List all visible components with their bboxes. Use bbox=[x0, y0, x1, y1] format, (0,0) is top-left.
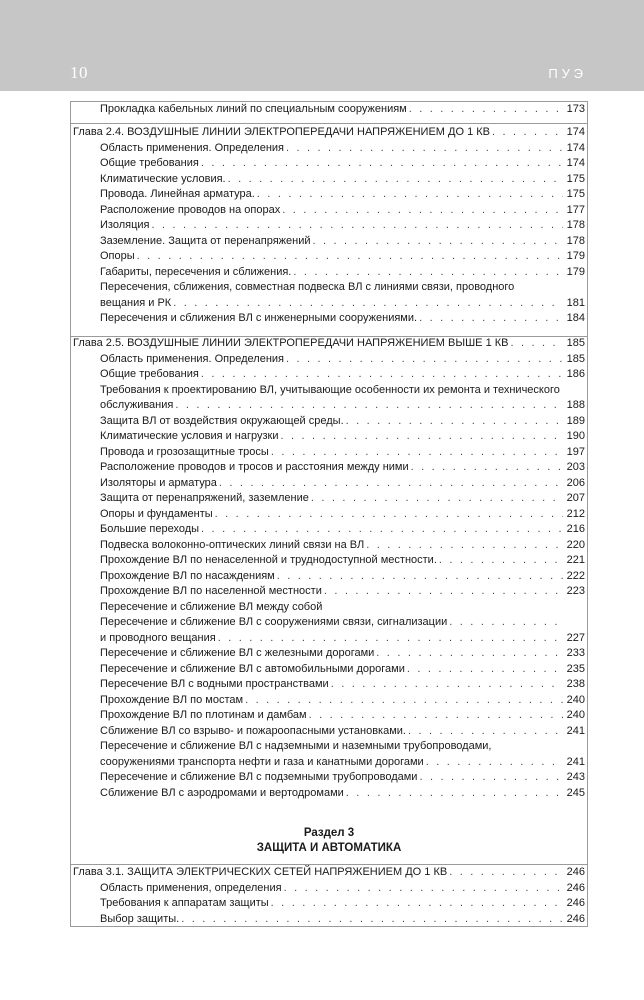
toc-entry[interactable] bbox=[73, 770, 585, 786]
toc-entry-title: Глава 2.4. ВОЗДУШНЫЕ ЛИНИИ ЭЛЕКТРОПЕРЕДАЧИ НАПРЯЖЕНИЕМ ДО 1 КВ bbox=[73, 126, 490, 138]
toc-entry[interactable] bbox=[73, 460, 585, 476]
toc-entry-page: 246 bbox=[566, 912, 585, 925]
toc-entry-title: Сближение ВЛ со взрыво- и пожароопасными установками. bbox=[100, 724, 406, 737]
toc-entry-title: Большие переходы bbox=[100, 523, 200, 535]
toc-entry-title: Изоляция bbox=[100, 219, 150, 231]
leader-dots bbox=[137, 249, 563, 265]
toc-entry-title: Общие требования bbox=[100, 157, 199, 169]
toc-entry-page: 188 bbox=[566, 399, 585, 411]
leader-dots bbox=[331, 677, 563, 693]
leader-dots bbox=[449, 615, 563, 631]
leader-dots bbox=[228, 172, 563, 188]
toc-entry-page: 190 bbox=[566, 430, 585, 442]
toc-entry-title: Область применения, определения bbox=[100, 881, 282, 894]
toc-entry-page: 185 bbox=[566, 337, 585, 349]
toc-entry-page: 246 bbox=[566, 866, 585, 878]
leader-dots bbox=[411, 460, 563, 476]
toc-entry-title: Область применения. Определения bbox=[100, 141, 284, 154]
toc-entry[interactable] bbox=[73, 218, 585, 234]
toc-entry[interactable] bbox=[73, 156, 585, 172]
leader-dots bbox=[215, 507, 563, 523]
leader-dots bbox=[281, 429, 563, 445]
toc-entry-title: Область применения. Определения bbox=[100, 352, 284, 365]
toc-group-chapter-3-1 bbox=[73, 865, 585, 927]
toc-entry[interactable] bbox=[73, 786, 585, 802]
toc-entry-page: 175 bbox=[566, 172, 585, 185]
toc-entry[interactable] bbox=[73, 491, 585, 507]
toc-entry-page: 197 bbox=[566, 445, 585, 458]
toc-entry-title: Прокладка кабельных линий по специальным сооружениям bbox=[100, 103, 407, 115]
leader-dots bbox=[419, 770, 563, 786]
toc-entry-title: Климатические условия и нагрузки bbox=[100, 430, 279, 442]
toc-entry-title: обслуживания bbox=[100, 399, 174, 411]
toc-entry-title: Климатические условия. bbox=[100, 172, 226, 185]
toc-entry-page: 220 bbox=[566, 538, 585, 551]
toc-entry[interactable] bbox=[73, 102, 585, 118]
toc-entry-page: 207 bbox=[566, 492, 585, 504]
toc-entry-first-line[interactable] bbox=[73, 383, 585, 399]
leader-dots bbox=[346, 786, 563, 802]
toc-entry[interactable] bbox=[73, 569, 585, 585]
leader-dots bbox=[510, 336, 563, 352]
toc-entry-page: 227 bbox=[566, 631, 585, 644]
leader-dots bbox=[324, 584, 563, 600]
leader-dots bbox=[201, 367, 563, 383]
toc-entry-title: Провода. Линейная арматура. bbox=[100, 188, 255, 200]
toc-entry-title: Подвеска волоконно-оптических линий связи на ВЛ bbox=[100, 538, 365, 551]
toc-entry-title: Пересечение и сближение ВЛ с сооружениями связи, сигнализации bbox=[100, 616, 448, 628]
leader-dots bbox=[181, 912, 563, 928]
toc-entry-title: Сближение ВЛ с аэродромами и вертодромами bbox=[100, 786, 344, 799]
leader-dots bbox=[409, 102, 563, 118]
toc-entry-title: Общие требования bbox=[100, 368, 199, 380]
toc-entry[interactable] bbox=[73, 662, 585, 678]
toc-entry-page: 173 bbox=[566, 103, 585, 115]
toc-entry-page: 186 bbox=[566, 368, 585, 380]
toc-entry-page: 216 bbox=[566, 523, 585, 535]
toc-entry-title: Расположение проводов на опорах bbox=[100, 203, 281, 216]
toc-entry-page: 221 bbox=[566, 554, 585, 566]
toc-entry-page: 203 bbox=[566, 461, 585, 473]
leader-dots bbox=[245, 693, 563, 709]
toc-entry[interactable] bbox=[73, 367, 585, 383]
leader-dots bbox=[449, 865, 563, 881]
toc-entry-page: 184 bbox=[566, 312, 585, 324]
leader-dots bbox=[284, 881, 563, 897]
toc-entry-title: Защита ВЛ от воздействия окружающей среды. bbox=[100, 414, 344, 427]
toc-entry-page: 245 bbox=[566, 786, 585, 799]
toc-entry-title: Прохождение ВЛ по населенной местности bbox=[100, 585, 322, 597]
toc-chapter-heading[interactable] bbox=[73, 865, 585, 881]
toc-entry-title: Заземление. Защита от перенапряжений bbox=[100, 234, 311, 247]
toc-entry-page: 178 bbox=[566, 234, 585, 247]
toc-entry-page: 233 bbox=[566, 647, 585, 659]
toc-entry-page: 241 bbox=[566, 724, 585, 737]
toc-entry-title: Защита от перенапряжений, заземление bbox=[100, 492, 309, 504]
page-header bbox=[0, 0, 644, 91]
toc-entry[interactable] bbox=[73, 249, 585, 265]
toc-entry-title: Провода и грозозащитные тросы bbox=[100, 445, 269, 458]
toc-entry-title: Габариты, пересечения и сближения. bbox=[100, 265, 292, 278]
toc-entry-title: Прохождение ВЛ по насаждениям bbox=[100, 569, 275, 582]
toc-entry[interactable] bbox=[73, 429, 585, 445]
toc-entry-page: 222 bbox=[566, 569, 585, 582]
toc-entry-page: 212 bbox=[566, 507, 585, 520]
toc-entry[interactable] bbox=[73, 896, 585, 912]
toc-entry[interactable] bbox=[73, 677, 585, 693]
toc-entry-title: Требования к аппаратам защиты bbox=[100, 897, 269, 909]
toc-entry-first-line[interactable] bbox=[73, 280, 585, 296]
leader-dots bbox=[426, 755, 563, 771]
leader-dots bbox=[346, 414, 563, 430]
toc-entry[interactable] bbox=[73, 507, 585, 523]
toc-entry[interactable] bbox=[73, 693, 585, 709]
leader-dots bbox=[271, 445, 563, 461]
toc-entry-page: 179 bbox=[566, 250, 585, 262]
toc-entry[interactable] bbox=[73, 631, 585, 647]
leader-dots bbox=[201, 156, 563, 172]
leader-dots bbox=[293, 265, 563, 281]
leader-dots bbox=[407, 662, 563, 678]
toc-entry-first-line[interactable] bbox=[73, 739, 585, 755]
toc-entry-title: Пересечения, сближения, совместная подвеска ВЛ с линиями связи, проводного bbox=[100, 281, 515, 293]
toc-entry[interactable] bbox=[73, 311, 585, 327]
toc-entry[interactable] bbox=[73, 538, 585, 554]
leader-dots bbox=[175, 398, 563, 414]
toc-entry[interactable] bbox=[73, 584, 585, 600]
leader-dots bbox=[151, 218, 563, 234]
toc-entry-title: Опоры и фундаменты bbox=[100, 507, 213, 520]
toc-entry-title: Пересечение и сближение ВЛ с автомобильными дорогами bbox=[100, 662, 405, 675]
toc-entry[interactable] bbox=[73, 265, 585, 281]
toc-entry-page: 179 bbox=[566, 265, 585, 278]
leader-dots bbox=[219, 476, 563, 492]
toc-entry-page: 174 bbox=[566, 141, 585, 154]
leader-dots bbox=[408, 724, 563, 740]
toc-entry[interactable] bbox=[73, 172, 585, 188]
toc-entry-page: 206 bbox=[566, 476, 585, 489]
toc-entry[interactable] bbox=[73, 352, 585, 368]
toc-entry[interactable] bbox=[73, 646, 585, 662]
toc-entry-title: Глава 3.1. ЗАЩИТА ЭЛЕКТРИЧЕСКИХ СЕТЕЙ НАПРЯЖЕНИЕМ ДО 1 КВ bbox=[73, 866, 448, 878]
leader-dots bbox=[257, 187, 563, 203]
toc-entry-first-line[interactable] bbox=[73, 600, 585, 616]
toc-entry-page: 246 bbox=[566, 881, 585, 894]
toc-entry-title: Пересечение и сближение ВЛ между собой bbox=[100, 600, 323, 613]
toc-entry-title: вещания и РК bbox=[100, 296, 172, 309]
toc-entry[interactable] bbox=[73, 203, 585, 219]
toc-entry-page: 189 bbox=[566, 414, 585, 427]
toc-entry[interactable] bbox=[73, 708, 585, 724]
toc-entry[interactable] bbox=[73, 141, 585, 157]
leader-dots bbox=[376, 646, 563, 662]
section-number: Раздел 3 bbox=[303, 827, 355, 839]
toc-entry-page: 178 bbox=[566, 219, 585, 231]
leader-dots bbox=[309, 708, 563, 724]
toc-entry-title: Пересечение и сближение ВЛ с железными дорогами bbox=[100, 647, 375, 659]
toc-entry-title: Опоры bbox=[100, 250, 135, 262]
toc-entry-page: 175 bbox=[566, 188, 585, 200]
leader-dots bbox=[366, 538, 563, 554]
section-heading bbox=[73, 820, 585, 861]
leader-dots bbox=[439, 553, 563, 569]
toc-entry-page: 223 bbox=[566, 585, 585, 597]
toc-entry-title: Выбор защиты. bbox=[100, 912, 180, 925]
toc-entry[interactable] bbox=[73, 553, 585, 569]
toc-entry-title: Прохождение ВЛ по ненаселенной и труднодоступной местности. bbox=[100, 554, 437, 566]
leader-dots bbox=[313, 234, 564, 250]
toc-group-chapter-2-5 bbox=[73, 336, 585, 801]
toc-entry-page: 241 bbox=[566, 755, 585, 768]
leader-dots bbox=[271, 896, 563, 912]
toc-entry-page: 240 bbox=[566, 709, 585, 721]
toc-entry[interactable] bbox=[73, 522, 585, 538]
toc-entry[interactable] bbox=[73, 881, 585, 897]
section-title: ЗАЩИТА И АВТОМАТИКА bbox=[256, 842, 402, 854]
leader-dots bbox=[492, 125, 563, 141]
toc-entry-page: 243 bbox=[566, 771, 585, 783]
toc-entry-title: и проводного вещания bbox=[100, 631, 216, 644]
toc-entry-title: Требования к проектированию ВЛ, учитывающие особенности их ремонта и технического bbox=[100, 383, 560, 396]
toc-entry[interactable] bbox=[73, 234, 585, 250]
leader-dots bbox=[201, 522, 563, 538]
toc-entry-title: Глава 2.5. ВОЗДУШНЫЕ ЛИНИИ ЭЛЕКТРОПЕРЕДАЧИ НАПРЯЖЕНИЕМ ВЫШЕ 1 КВ bbox=[73, 337, 509, 349]
toc-entry[interactable] bbox=[73, 414, 585, 430]
toc-entry-title: Прохождение ВЛ по мостам bbox=[100, 693, 244, 706]
leader-dots bbox=[286, 352, 563, 368]
toc-entry[interactable] bbox=[73, 296, 585, 312]
toc-entry-page: 177 bbox=[566, 203, 585, 216]
toc-entry[interactable] bbox=[73, 476, 585, 492]
leader-dots bbox=[282, 203, 563, 219]
toc-entry-title: Пересечения и сближения ВЛ с инженерными сооружениями. bbox=[100, 312, 418, 324]
toc-entry[interactable] bbox=[73, 615, 585, 631]
toc-entry-title: Пересечение и сближение ВЛ с надземными и наземными трубопроводами, bbox=[100, 740, 492, 752]
toc-entry-title: Пересечение ВЛ с водными пространствами bbox=[100, 678, 329, 690]
toc-group-0 bbox=[73, 102, 585, 118]
toc-chapter-heading[interactable] bbox=[73, 336, 585, 352]
toc-group-chapter-2-4 bbox=[73, 125, 585, 327]
toc-entry[interactable] bbox=[73, 187, 585, 203]
page-number: 10 bbox=[70, 63, 88, 82]
toc-entry-title: Изоляторы и арматура bbox=[100, 476, 217, 489]
toc-entry-title: Пересечение и сближение ВЛ с подземными трубопроводами bbox=[100, 771, 418, 783]
toc-entry[interactable] bbox=[73, 724, 585, 740]
toc-entry-title: Расположение проводов и тросов и расстояния между ними bbox=[100, 461, 409, 473]
toc-entry-page: 174 bbox=[566, 126, 585, 138]
leader-dots bbox=[277, 569, 563, 585]
toc-entry-page: 174 bbox=[566, 157, 585, 169]
toc-entry-page: 235 bbox=[566, 662, 585, 675]
leader-dots bbox=[311, 491, 563, 507]
running-head: ПУЭ bbox=[548, 66, 587, 81]
leader-dots bbox=[419, 311, 563, 327]
toc-entry-page: 185 bbox=[566, 352, 585, 365]
toc-entry-page: 246 bbox=[566, 897, 585, 909]
toc-entry[interactable] bbox=[73, 398, 585, 414]
toc-entry-page: 181 bbox=[566, 296, 585, 309]
toc-entry-page: 238 bbox=[566, 678, 585, 690]
divider-rule bbox=[70, 123, 588, 124]
toc-chapter-heading[interactable] bbox=[73, 125, 585, 141]
toc-entry-title: Прохождение ВЛ по плотинам и дамбам bbox=[100, 709, 307, 721]
toc-entry-title: сооружениями транспорта нефти и газа и канатными дорогами bbox=[100, 755, 424, 768]
toc-entry[interactable] bbox=[73, 912, 585, 928]
leader-dots bbox=[173, 296, 563, 312]
toc-entry-page: 240 bbox=[566, 693, 585, 706]
toc-entry[interactable] bbox=[73, 755, 585, 771]
toc-entry[interactable] bbox=[73, 445, 585, 461]
leader-dots bbox=[286, 141, 563, 157]
leader-dots bbox=[218, 631, 563, 647]
